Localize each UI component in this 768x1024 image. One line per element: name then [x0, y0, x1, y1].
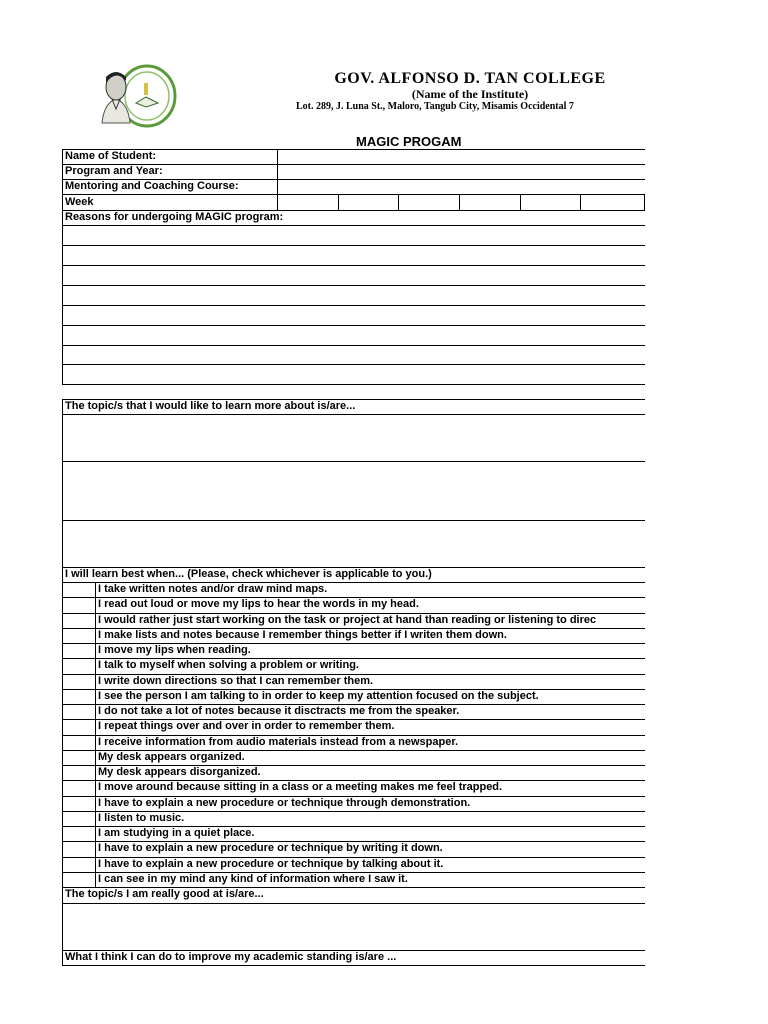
checklist-item: I read out loud or move my lips to hear the words in my head.: [98, 598, 419, 610]
checkbox-column-divider: [95, 582, 96, 888]
checklist-item: My desk appears disorganized.: [98, 766, 261, 778]
table-column-divider: [277, 149, 278, 210]
name-of-student-label: Name of Student:: [65, 150, 157, 162]
week-cell-divider: [398, 194, 399, 210]
checklist-item: I take written notes and/or draw mind maps.: [98, 583, 328, 595]
table-rule: [62, 384, 645, 385]
table-rule: [62, 194, 645, 195]
checklist-item: I do not take a lot of notes because it disctracts me from the speaker.: [98, 705, 460, 717]
week-cell-divider: [459, 194, 460, 210]
table-rule: [62, 520, 645, 521]
table-rule: [62, 461, 645, 462]
table-rule: [62, 305, 645, 306]
table-rule: [62, 245, 645, 246]
week-cell-divider: [580, 194, 581, 210]
course-label: Mentoring and Coaching Course:: [65, 180, 239, 192]
checklist-item: I repeat things over and over in order to remember them.: [98, 720, 395, 732]
checklist-item: I move my lips when reading.: [98, 644, 251, 656]
checklist-item: I have to explain a new procedure or technique by writing it down.: [98, 842, 443, 854]
week-label: Week: [65, 196, 94, 208]
table-rule: [62, 265, 645, 266]
checklist-item: I listen to music.: [98, 812, 185, 824]
table-rule: [62, 965, 645, 966]
table-rule: [62, 414, 645, 415]
checklist-item: I am studying in a quiet place.: [98, 827, 255, 839]
checklist-item: I talk to myself when solving a problem or writing.: [98, 659, 359, 671]
college-name: GOV. ALFONSO D. TAN COLLEGE: [334, 70, 606, 87]
checklist-item: I have to explain a new procedure or technique through demonstration.: [98, 797, 471, 809]
good-at-label: The topic/s I am really good at is/are...: [65, 888, 264, 900]
table-rule: [62, 903, 645, 904]
checklist-item: I see the person I am talking to in order to keep my attention focused on the subject.: [98, 690, 539, 702]
checklist-item: I can see in my mind any kind of information where I saw it.: [98, 873, 408, 885]
reasons-label: Reasons for undergoing MAGIC program:: [65, 211, 284, 223]
checklist-item: My desk appears organized.: [98, 751, 245, 763]
table-rule: [62, 364, 645, 365]
table-rule: [62, 285, 645, 286]
table-edge: [62, 399, 63, 966]
checklist-item: I would rather just start working on the task or project at hand than reading or listening to direc: [98, 614, 597, 626]
week-cell-divider: [520, 194, 521, 210]
learn-best-label: I will learn best when... (Please, check whichever is applicable to you.): [65, 568, 432, 580]
week-cell-divider: [338, 194, 339, 210]
college-address: Lot. 289, J. Luna St., Maloro, Tangub City, Misamis Occidental 7: [296, 101, 574, 112]
checklist-item: I receive information from audio materials instead from a newspaper.: [98, 736, 459, 748]
table-edge: [62, 149, 63, 385]
topics-learn-label: The topic/s that I would like to learn more about is/are...: [65, 400, 356, 412]
week-cell-divider: [644, 194, 645, 210]
table-rule: [62, 225, 645, 226]
checklist-item: I make lists and notes because I remember things better if I writen them down.: [98, 629, 507, 641]
form-table: [62, 0, 645, 1024]
table-rule: [62, 325, 645, 326]
program-and-year-label: Program and Year:: [65, 165, 163, 177]
checklist-item: I write down directions so that I can remember them.: [98, 675, 374, 687]
table-rule: [62, 345, 645, 346]
checklist-item: I have to explain a new procedure or technique by talking about it.: [98, 858, 444, 870]
checklist-item: I move around because sitting in a class or a meeting makes me feel trapped.: [98, 781, 503, 793]
institute-note: (Name of the Institute): [411, 87, 529, 101]
form-title: MAGIC PROGAM: [356, 134, 462, 149]
improve-label: What I think I can do to improve my academic standing is/are ...: [65, 951, 397, 963]
